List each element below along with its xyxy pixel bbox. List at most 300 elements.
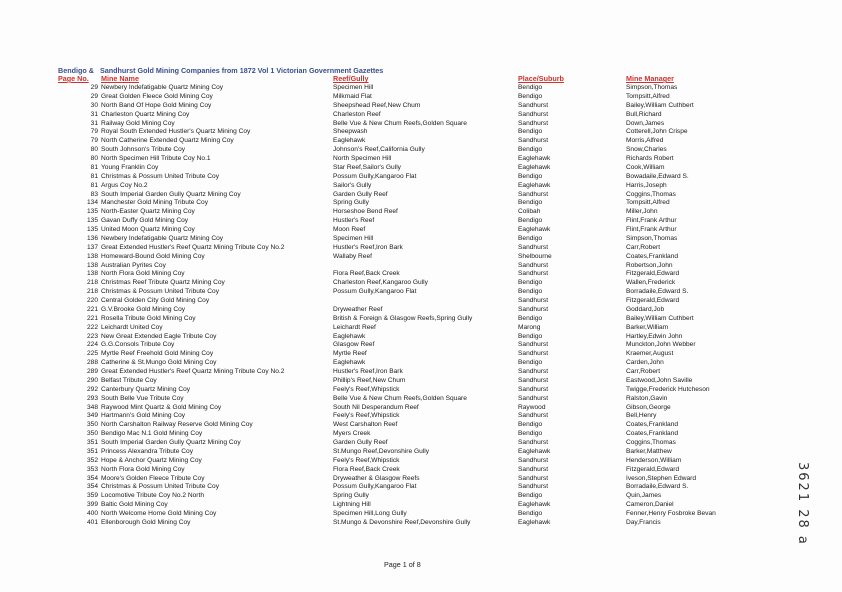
page-no-cell: 31	[90, 119, 98, 127]
page-no-cell: 400	[86, 510, 98, 517]
reef-gully-cell: Hustler's Reef	[333, 217, 375, 225]
reef-gully-cell: Glasgow Reef	[333, 341, 375, 349]
reef-gully-cell: Garden Gully Reef	[333, 439, 388, 446]
place-suburb-cell: Sandhurst	[518, 137, 549, 145]
page-no-cell: 79	[90, 137, 98, 145]
place-suburb-cell: Sandhurst	[518, 119, 549, 127]
page-no-cell: 223	[86, 332, 98, 340]
mine-name-cell: Leichardt United Coy	[101, 323, 163, 331]
mine-name-cell: Argus Coy No.2	[101, 181, 148, 189]
mine-manager-cell: Bailey,William Cuthbert	[626, 101, 694, 109]
mine-name-cell: Railway Gold Mining Coy	[101, 119, 175, 127]
place-suburb-cell: Eaglehawk	[518, 447, 551, 455]
table-row	[0, 341, 842, 350]
place-suburb-cell: Bendigo	[518, 172, 543, 180]
mine-manager-cell: Simpson,Thomas	[626, 234, 678, 242]
place-suburb-cell: Sandhurst	[518, 394, 549, 402]
mine-name-cell: North Band Of Hope Gold Mining Coy	[101, 101, 212, 109]
mine-name-cell: Hartmann's Gold Mining Coy	[101, 412, 186, 420]
mine-manager-cell: Morris,Alfred	[626, 137, 664, 145]
mine-name-cell: United Moon Quartz Mining Coy	[101, 226, 195, 233]
mine-name-cell: North Specimen Hill Tribute Coy No.1	[101, 155, 211, 162]
mine-manager-cell: Bull,Richard	[626, 110, 662, 118]
mine-name-cell: Christmas & Possum United Tribute Coy	[101, 172, 219, 180]
mine-manager-cell: Fitzgerald,Edward	[626, 270, 680, 278]
place-suburb-cell: Sandhurst	[518, 350, 549, 358]
reef-gully-cell: Charleston Reef	[333, 110, 381, 118]
column-header-page-no: Page No.	[58, 74, 89, 83]
place-suburb-cell: Sandhurst	[518, 412, 549, 420]
reef-gully-cell: St.Mungo & Devonshire Reef,Devonshire Gully	[333, 518, 471, 526]
mine-name-cell: South Imperial Garden Gully Quartz Mining Coy	[101, 190, 241, 198]
table-row	[0, 350, 842, 359]
place-suburb-cell: Eaglehawk	[518, 163, 551, 171]
place-suburb-cell: Sandhurst	[518, 376, 549, 384]
mine-name-cell: Princess Alexandra Tribute Coy	[101, 447, 193, 455]
mine-manager-cell: Coggins,Thomas	[626, 190, 676, 198]
page-no-cell: 293	[86, 394, 98, 402]
page-no-cell: 221	[86, 314, 98, 322]
table-row	[0, 430, 842, 439]
mine-manager-cell: Tompsitt,Alfred	[626, 199, 670, 207]
table-row	[0, 208, 842, 217]
table-row	[0, 439, 842, 448]
mine-name-cell: Locomotive Tribute Coy No.2 North	[101, 492, 204, 500]
place-suburb-cell: Sandhurst	[518, 297, 549, 304]
reef-gully-cell: Star Reef,Sailor's Gully	[333, 163, 401, 171]
place-suburb-cell: Sandhurst	[518, 456, 549, 464]
place-suburb-cell: Sandhurst	[518, 305, 549, 313]
table-row	[0, 93, 842, 102]
place-suburb-cell: Bendigo	[518, 314, 543, 322]
mine-name-cell: Australian Pyrites Coy	[101, 261, 166, 269]
mine-manager-cell: Wallen,Frederick	[626, 279, 676, 287]
table-row	[0, 270, 842, 279]
page-no-cell: 292	[86, 385, 98, 393]
reef-gully-cell: Possum Gully,Kangaroo Flat	[333, 172, 417, 180]
table-row	[0, 128, 842, 137]
place-suburb-cell: Sandhurst	[518, 439, 549, 446]
mine-name-cell: Young Franklin Coy	[101, 163, 159, 171]
place-suburb-cell: Bendigo	[518, 279, 543, 287]
reef-gully-cell: Milkmaid Flat	[333, 92, 372, 100]
mine-manager-cell: Hartley,Edwin John	[626, 332, 683, 340]
table-row	[0, 262, 842, 271]
mine-name-cell: South Belle Vue Tribute Coy	[101, 394, 184, 402]
column-header-mine-manager: Mine Manager	[626, 74, 674, 83]
table-row	[0, 404, 842, 413]
mine-manager-cell: Carden,John	[626, 359, 664, 367]
mine-name-cell: North Welcome Home Gold Mining Coy	[101, 510, 217, 517]
mine-manager-cell: Fenner,Henry Fosbroke Bevan	[626, 510, 716, 517]
reef-gully-cell: Myers Creek	[333, 430, 371, 438]
page-no-cell: 399	[86, 501, 98, 509]
mine-name-cell: Christmas & Possum United Tribute Coy	[101, 288, 219, 296]
place-suburb-cell: Sandhurst	[518, 465, 549, 473]
table-row	[0, 395, 842, 404]
table-row	[0, 333, 842, 342]
page-no-cell: 354	[86, 474, 98, 482]
table-row	[0, 164, 842, 173]
mine-name-cell: North Flora Gold Mining Coy	[101, 270, 185, 278]
mine-manager-cell: Cotterell,John Crispe	[626, 128, 688, 136]
mine-manager-cell: Goddard,Job	[626, 305, 665, 313]
page-no-cell: 81	[90, 172, 98, 180]
mine-name-cell: Hope & Anchor Quartz Mining Coy	[101, 456, 202, 464]
place-suburb-cell: Raywood	[518, 403, 546, 411]
mine-manager-cell: Twigge,Frederick Hutcheson	[626, 385, 710, 393]
mine-name-cell: South Imperial Garden Gully Quartz Mining Coy	[101, 439, 241, 446]
page-no-cell: 225	[86, 350, 98, 358]
reef-gully-cell: West Carshalton Reef	[333, 421, 398, 429]
mine-name-cell: Canterbury Quartz Mining Coy	[101, 385, 191, 393]
table-row	[0, 492, 842, 501]
table-row	[0, 217, 842, 226]
page-no-cell: 224	[86, 341, 98, 349]
place-suburb-cell: Bendigo	[518, 359, 543, 367]
place-suburb-cell: Bendigo	[518, 217, 543, 225]
page-no-cell: 135	[86, 226, 98, 233]
reef-gully-cell: Sheepshead Reef,New Chum	[333, 101, 421, 109]
mine-manager-cell: Tompsitt,Alfred	[626, 92, 670, 100]
page-no-cell: 79	[90, 128, 98, 136]
title-left: Bendigo &	[58, 66, 94, 75]
place-suburb-cell: Bendigo	[518, 332, 543, 340]
reef-gully-cell: St.Mungo Reef,Devonshire Gully	[333, 447, 430, 455]
reef-gully-cell: Specimen Hill	[333, 234, 374, 242]
place-suburb-cell: Bendigo	[518, 199, 543, 207]
mine-manager-cell: Bell,Henry	[626, 412, 657, 420]
reef-gully-cell: Spring Gully	[333, 199, 369, 207]
page-no-cell: 138	[86, 270, 98, 278]
table-row	[0, 483, 842, 492]
page-no-cell: 138	[86, 252, 98, 260]
table-row	[0, 315, 842, 324]
reef-gully-cell: Horseshoe Bend Reef	[333, 208, 398, 216]
table-row	[0, 359, 842, 368]
reef-gully-cell: Lightning Hill	[333, 501, 371, 509]
reef-gully-cell: Feely's Reef,Whipstick	[333, 456, 400, 464]
column-header-place-suburb: Place/Suburb	[518, 74, 564, 83]
reef-gully-cell: North Specimen Hill	[333, 155, 392, 162]
table-row	[0, 102, 842, 111]
mine-name-cell: New Great Extended Eagle Tribute Coy	[101, 332, 217, 340]
reef-gully-cell: Moon Reef	[333, 226, 366, 233]
mine-name-cell: Homeward-Bound Gold Mining Coy	[101, 252, 205, 260]
reef-gully-cell: Garden Gully Reef	[333, 190, 388, 198]
page-no-cell: 80	[90, 146, 98, 154]
mine-manager-cell: Eastwood,John Saville	[626, 376, 693, 384]
page-no-cell: 29	[90, 92, 98, 100]
page-no-cell: 220	[86, 297, 98, 304]
page-no-cell: 218	[86, 288, 98, 296]
reef-gully-cell: Leichardt Reef	[333, 323, 376, 331]
place-suburb-cell: Bendigo	[518, 92, 543, 100]
place-suburb-cell: Bendigo	[518, 146, 543, 154]
page-no-cell: 30	[90, 101, 98, 109]
table-row	[0, 421, 842, 430]
mine-manager-cell: Coates,Frankland	[626, 421, 679, 429]
mine-name-cell: South Johnson's Tribute Coy	[101, 146, 186, 154]
reef-gully-cell: South Nil Desperandum Reef	[333, 403, 419, 411]
place-suburb-cell: Sandhurst	[518, 474, 549, 482]
table-row	[0, 501, 842, 510]
mine-manager-cell: Gibson,George	[626, 403, 671, 411]
table-row	[0, 457, 842, 466]
page-no-cell: 81	[90, 181, 98, 189]
page-no-cell: 348	[86, 403, 98, 411]
mine-name-cell: Great Extended Hustler's Reef Quartz Mining Tribute Coy No.2	[101, 243, 285, 251]
mine-manager-cell: Richards Robert	[626, 155, 674, 162]
table-row	[0, 120, 842, 129]
table-row	[0, 386, 842, 395]
table-row	[0, 155, 842, 164]
table-row	[0, 368, 842, 377]
place-suburb-cell: Bendigo	[518, 510, 543, 517]
table-row	[0, 377, 842, 386]
table-row	[0, 199, 842, 208]
place-suburb-cell: Sandhurst	[518, 483, 549, 491]
mine-manager-cell: Coggins,Thomas	[626, 439, 676, 446]
mine-name-cell: Charleston Quartz Mining Coy	[101, 110, 190, 118]
reef-gully-cell: Dryweather & Glasgow Reefs	[333, 474, 420, 482]
column-header-mine-name: Mine Name	[101, 74, 139, 83]
mine-manager-cell: Bailey,William Cuthbert	[626, 314, 694, 322]
reef-gully-cell: Sailor's Gully	[333, 181, 372, 189]
mine-manager-cell: Simpson,Thomas	[626, 84, 678, 91]
place-suburb-cell: Bendigo	[518, 128, 543, 136]
page-no-cell: 288	[86, 359, 98, 367]
mine-manager-cell: Flint,Frank Arthur	[626, 226, 677, 233]
column-header-reef-gully: Reef/Gully	[333, 74, 369, 83]
table-row	[0, 137, 842, 146]
page-no-cell: 135	[86, 208, 98, 216]
place-suburb-cell: Colibah	[518, 208, 541, 216]
mine-name-cell: Newbery Indefatigable Quartz Mining Coy	[101, 84, 224, 91]
mine-name-cell: Catherine & St.Mungo Gold Mining Coy	[101, 359, 217, 367]
reef-gully-cell: Eaglehawk	[333, 359, 366, 367]
mine-name-cell: North-Easter Quartz Mining Coy	[101, 208, 195, 216]
mine-manager-cell: Coates,Frankland	[626, 430, 679, 438]
page-no-cell: 353	[86, 465, 98, 473]
page-no-cell: 31	[90, 110, 98, 118]
page-no-cell: 137	[86, 243, 98, 251]
reef-gully-cell: British & Foreign & Glasgow Reefs,Spring Gully	[333, 314, 473, 322]
table-row	[0, 324, 842, 333]
place-suburb-cell: Eaglehawk	[518, 518, 551, 526]
reef-gully-cell: Feely's Reef,Whipstick	[333, 412, 400, 420]
page-no-cell: 351	[86, 447, 98, 455]
reef-gully-cell: Sheepwash	[333, 128, 368, 136]
mine-manager-cell: Cameron,Daniel	[626, 501, 674, 509]
page-no-cell: 136	[86, 234, 98, 242]
mine-manager-cell: Kraemer,August	[626, 350, 674, 358]
table-row	[0, 475, 842, 484]
table-row	[0, 111, 842, 120]
mine-manager-cell: Barker,Matthew	[626, 447, 672, 455]
reef-gully-cell: Flora Reef,Back Creek	[333, 465, 400, 473]
mine-name-cell: Raywood Mint Quartz & Gold Mining Coy	[101, 403, 222, 411]
reef-gully-cell: Belle Vue & New Chum Reefs,Golden Square	[333, 394, 467, 402]
table-row	[0, 466, 842, 475]
mine-manager-cell: Snow,Charles	[626, 146, 667, 154]
mine-name-cell: G.G.Consols Tribute Coy	[101, 341, 175, 349]
table-row	[0, 253, 842, 262]
table-row	[0, 235, 842, 244]
table-row	[0, 226, 842, 235]
page-no-cell: 218	[86, 279, 98, 287]
mine-manager-cell: Cook,William	[626, 163, 665, 171]
mine-manager-cell: Harris,Joseph	[626, 181, 667, 189]
reef-gully-cell: Belle Vue & New Chum Reefs,Golden Square	[333, 119, 467, 127]
page-no-cell: 352	[86, 456, 98, 464]
mine-name-cell: Manchester Gold Mining Tribute Coy	[101, 199, 209, 207]
mine-manager-cell: Quin,James	[626, 492, 662, 500]
place-suburb-cell: Bendigo	[518, 234, 543, 242]
place-suburb-cell: Bendigo	[518, 84, 543, 91]
table-row	[0, 510, 842, 519]
place-suburb-cell: Sandhurst	[518, 261, 549, 269]
table-row	[0, 244, 842, 253]
reef-gully-cell: Feely's Reef,Whipstick	[333, 385, 400, 393]
page-no-cell: 222	[86, 323, 98, 331]
handwritten-annotation: 3621 28 a	[795, 462, 810, 546]
mine-name-cell: Moore's Golden Fleece Tribute Coy	[101, 474, 205, 482]
reef-gully-cell: Eaglehawk	[333, 332, 366, 340]
table-row	[0, 173, 842, 182]
mine-name-cell: Christmas & Possum United Tribute Coy	[101, 483, 219, 491]
mine-name-cell: Christmas Reef Tribute Quartz Mining Coy	[101, 279, 225, 287]
page-no-cell: 401	[86, 518, 98, 526]
mine-name-cell: Great Golden Fleece Gold Mining Coy	[101, 92, 213, 100]
reef-gully-cell: Wallaby Reef	[333, 252, 372, 260]
reef-gully-cell: Hustler's Reef,Iron Bark	[333, 368, 403, 375]
table-row	[0, 182, 842, 191]
mine-name-cell: Gavan Duffy Gold Mining Coy	[101, 217, 189, 225]
table-row	[0, 146, 842, 155]
mine-name-cell: Newbery Indefatigable Quartz Mining Coy	[101, 234, 224, 242]
table-row	[0, 191, 842, 200]
page-no-cell: 354	[86, 483, 98, 491]
mine-manager-cell: Barker,William	[626, 323, 669, 331]
place-suburb-cell: Sandhurst	[518, 190, 549, 198]
mine-name-cell: Ellenborough Gold Mining Coy	[101, 518, 191, 526]
page-no-cell: 350	[86, 421, 98, 429]
table-row	[0, 297, 842, 306]
mine-manager-cell: Fitzgerald,Edward	[626, 297, 680, 304]
page-no-cell: 29	[90, 84, 98, 91]
mine-manager-cell: Carr,Robert	[626, 368, 661, 375]
mine-manager-cell: Day,Francis	[626, 518, 661, 526]
page-no-cell: 221	[86, 305, 98, 313]
mine-manager-cell: Borradaile,Edward S.	[626, 483, 689, 491]
page-no-cell: 290	[86, 376, 98, 384]
mine-manager-cell: Fitzgerald,Edward	[626, 465, 680, 473]
mine-manager-cell: Iveson,Stephen Edward	[626, 474, 697, 482]
page-no-cell: 359	[86, 492, 98, 500]
mine-name-cell: Great Extended Hustler's Reef Quartz Mining Tribute Coy No.2	[101, 368, 285, 375]
reef-gully-cell: Spring Gully	[333, 492, 369, 500]
mine-name-cell: Central Golden City Gold Mining Coy	[101, 297, 210, 304]
mine-manager-cell: Carr,Robert	[626, 243, 661, 251]
reef-gully-cell: Myrtle Reef	[333, 350, 367, 358]
page-no-cell: 134	[86, 199, 98, 207]
mine-manager-cell: Down,James	[626, 119, 665, 127]
place-suburb-cell: Eaglehawk	[518, 501, 551, 509]
mine-manager-cell: Robertson,John	[626, 261, 673, 269]
mine-name-cell: Myrtle Reef Freehold Gold Mining Coy	[101, 350, 214, 358]
mine-manager-cell: Miller,John	[626, 208, 658, 216]
mine-manager-cell: Munckton,John Webber	[626, 341, 696, 349]
page-number: Page 1 of 8	[384, 560, 421, 569]
reef-gully-cell: Specimen Hill	[333, 84, 374, 91]
reef-gully-cell: Eaglehawk	[333, 137, 366, 145]
mine-manager-cell: Flint,Frank Arthur	[626, 217, 677, 225]
mine-name-cell: G.V.Brooke Gold Mining Coy	[101, 305, 186, 313]
table-body	[0, 84, 842, 528]
table-row	[0, 306, 842, 315]
reef-gully-cell: Phillip's Reef,New Chum	[333, 376, 406, 384]
reef-gully-cell: Hustler's Reef,Iron Bark	[333, 243, 403, 251]
page-no-cell: 135	[86, 217, 98, 225]
table-row	[0, 412, 842, 421]
table-row	[0, 84, 842, 93]
page-no-cell: 81	[90, 163, 98, 171]
mine-manager-cell: Bowadaile,Edward S.	[626, 172, 689, 180]
table-row	[0, 288, 842, 297]
place-suburb-cell: Eaglehawk	[518, 181, 551, 189]
mine-name-cell: Bendigo Mac N.1 Gold Mining Coy	[101, 430, 203, 438]
place-suburb-cell: Sandhurst	[518, 368, 549, 375]
page-no-cell: 351	[86, 439, 98, 446]
place-suburb-cell: Eaglehawk	[518, 155, 551, 162]
page-no-cell: 83	[90, 190, 98, 198]
mine-manager-cell: Borradaile,Edward S.	[626, 288, 689, 296]
place-suburb-cell: Sandhurst	[518, 243, 549, 251]
page-no-cell: 289	[86, 368, 98, 375]
reef-gully-cell: Dryweather Reef	[333, 305, 383, 313]
table-row	[0, 448, 842, 457]
mine-name-cell: North Catherine Extended Quartz Mining Coy	[101, 137, 234, 145]
reef-gully-cell: Johnson's Reef,California Gully	[333, 146, 425, 154]
mine-name-cell: Baltic Gold Mining Coy	[101, 501, 168, 509]
place-suburb-cell: Sandhurst	[518, 385, 549, 393]
reef-gully-cell: Specimen Hill,Long Gully	[333, 510, 407, 517]
place-suburb-cell: Sandhurst	[518, 101, 549, 109]
place-suburb-cell: Bendigo	[518, 288, 543, 296]
place-suburb-cell: Shelbourne	[518, 252, 552, 260]
mine-manager-cell: Ralston,Gavin	[626, 394, 668, 402]
title-right: Sandhurst Gold Mining Companies from 1872 Vol 1 Victorian Government Gazettes	[99, 66, 384, 75]
reef-gully-cell: Possum Gully,Kangaroo Flat	[333, 483, 417, 491]
place-suburb-cell: Bendigo	[518, 492, 543, 500]
place-suburb-cell: Bendigo	[518, 421, 543, 429]
place-suburb-cell: Eaglehawk	[518, 226, 551, 233]
reef-gully-cell: Charleston Reef,Kangaroo Gully	[333, 279, 428, 287]
page-no-cell: 80	[90, 155, 98, 162]
page-no-cell: 138	[86, 261, 98, 269]
reef-gully-cell: Flora Reef,Back Creek	[333, 270, 400, 278]
mine-name-cell: Belfast Tribute Coy	[101, 376, 157, 384]
reef-gully-cell: Possum Gully,Kangaroo Flat	[333, 288, 417, 296]
place-suburb-cell: Sandhurst	[518, 270, 549, 278]
place-suburb-cell: Sandhurst	[518, 110, 549, 118]
mine-name-cell: Rosella Tribute Gold Mining Coy	[101, 314, 196, 322]
mine-name-cell: North Flora Gold Mining Coy	[101, 465, 185, 473]
place-suburb-cell: Marong	[518, 323, 541, 331]
mine-name-cell: Royal South Extended Hustler's Quartz Mining Coy	[101, 128, 251, 136]
page-no-cell: 350	[86, 430, 98, 438]
